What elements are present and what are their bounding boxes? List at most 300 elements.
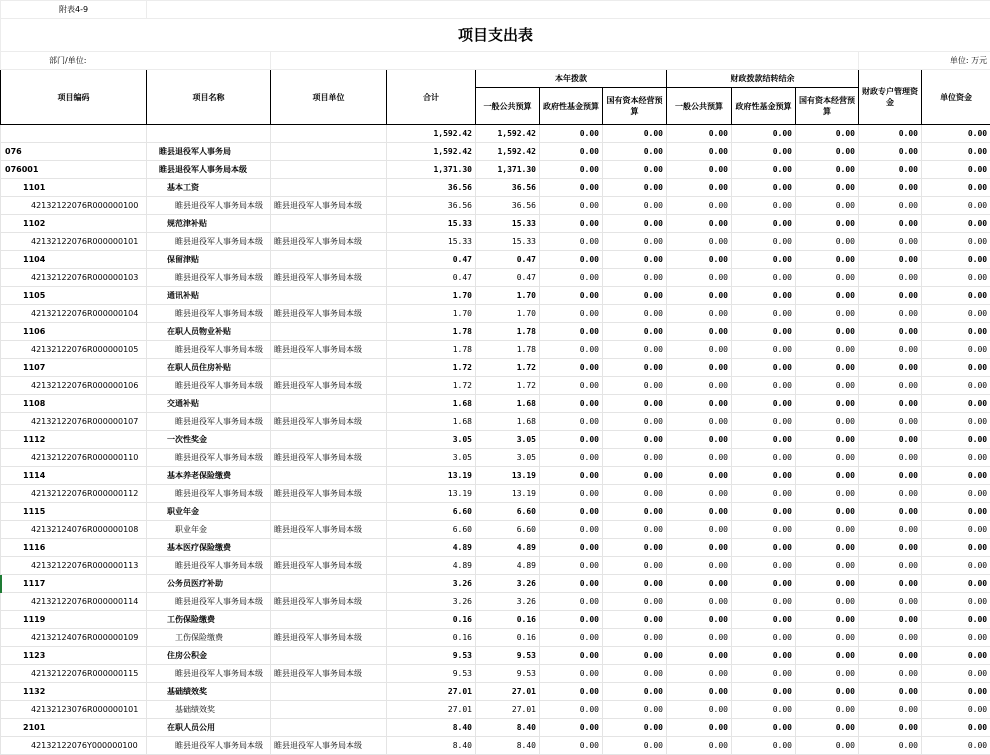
- cell-zero[interactable]: 0.00: [540, 413, 603, 431]
- cell-general[interactable]: 3.26: [476, 575, 540, 593]
- cell-general[interactable]: 27.01: [476, 683, 540, 701]
- cell-zero[interactable]: 0.00: [732, 557, 796, 575]
- cell-zero[interactable]: 0.00: [859, 323, 922, 341]
- cell-zero[interactable]: 0.00: [540, 305, 603, 323]
- cell-zero[interactable]: 0.00: [667, 197, 732, 215]
- cell-zero[interactable]: 0.00: [667, 503, 732, 521]
- cell-code[interactable]: [1, 125, 147, 143]
- cell-zero[interactable]: 0.00: [732, 683, 796, 701]
- cell-unit[interactable]: 睢县退役军人事务局本级: [271, 521, 387, 539]
- table-row[interactable]: [1, 449, 990, 467]
- cell-name[interactable]: 睢县退役军人事务局本级: [147, 161, 271, 179]
- table-row[interactable]: [1, 647, 990, 665]
- cell-zero[interactable]: 0.00: [732, 143, 796, 161]
- header-sub[interactable]: 国有资本经营预算: [796, 88, 859, 125]
- cell-zero[interactable]: 0.00: [796, 215, 859, 233]
- cell-zero[interactable]: 0.00: [667, 413, 732, 431]
- cell-zero[interactable]: 0.00: [540, 503, 603, 521]
- cell-code[interactable]: 42132122076R000000100: [1, 197, 147, 215]
- cell-zero[interactable]: 0.00: [667, 341, 732, 359]
- cell-total[interactable]: 3.05: [387, 431, 476, 449]
- cell-general[interactable]: 3.05: [476, 449, 540, 467]
- cell-zero[interactable]: 0.00: [922, 629, 990, 647]
- cell-code[interactable]: 2101: [1, 719, 147, 737]
- table-row[interactable]: [1, 377, 990, 395]
- cell-zero[interactable]: 0.00: [732, 341, 796, 359]
- cell-zero[interactable]: 0.00: [540, 395, 603, 413]
- cell-name[interactable]: 睢县退役军人事务局本级: [147, 557, 271, 575]
- cell-unit[interactable]: 睢县退役军人事务局本级: [271, 341, 387, 359]
- cell-zero[interactable]: 0.00: [922, 521, 990, 539]
- cell-zero[interactable]: 0.00: [859, 629, 922, 647]
- cell-zero[interactable]: 0.00: [603, 215, 667, 233]
- table-row[interactable]: [1, 593, 990, 611]
- cell-general[interactable]: 0.16: [476, 611, 540, 629]
- cell-zero[interactable]: 0.00: [540, 431, 603, 449]
- cell-zero[interactable]: 0.00: [922, 611, 990, 629]
- cell-unit[interactable]: 睢县退役军人事务局本级: [271, 629, 387, 647]
- cell-zero[interactable]: 0.00: [796, 611, 859, 629]
- cell-code[interactable]: 1104: [1, 251, 147, 269]
- cell-zero[interactable]: 0.00: [859, 449, 922, 467]
- cell-code[interactable]: 42132122076R000000105: [1, 341, 147, 359]
- cell-unit[interactable]: [271, 359, 387, 377]
- cell-total[interactable]: 4.89: [387, 557, 476, 575]
- cell-zero[interactable]: 0.00: [732, 593, 796, 611]
- cell-total[interactable]: 36.56: [387, 197, 476, 215]
- cell-zero[interactable]: 0.00: [796, 683, 859, 701]
- cell-general[interactable]: 0.47: [476, 269, 540, 287]
- cell-total[interactable]: 3.26: [387, 575, 476, 593]
- cell-code[interactable]: 1117: [1, 575, 147, 593]
- cell-unit[interactable]: 睢县退役军人事务局本级: [271, 665, 387, 683]
- cell-zero[interactable]: 0.00: [732, 449, 796, 467]
- cell-general[interactable]: 15.33: [476, 233, 540, 251]
- cell-unit[interactable]: [271, 701, 387, 719]
- cell-unit[interactable]: [271, 647, 387, 665]
- cell-zero[interactable]: 0.00: [859, 395, 922, 413]
- table-row[interactable]: [1, 701, 990, 719]
- cell-zero[interactable]: 0.00: [922, 323, 990, 341]
- cell-zero[interactable]: 0.00: [667, 629, 732, 647]
- cell-zero[interactable]: 0.00: [732, 503, 796, 521]
- cell-unit[interactable]: [271, 539, 387, 557]
- cell-zero[interactable]: 0.00: [922, 575, 990, 593]
- cell-name[interactable]: 在职人员公用: [147, 719, 271, 737]
- cell-zero[interactable]: 0.00: [732, 161, 796, 179]
- cell-zero[interactable]: 0.00: [540, 719, 603, 737]
- cell-zero[interactable]: 0.00: [732, 323, 796, 341]
- cell-zero[interactable]: 0.00: [859, 431, 922, 449]
- cell-zero[interactable]: 0.00: [922, 449, 990, 467]
- table-row[interactable]: [1, 521, 990, 539]
- cell-zero[interactable]: 0.00: [667, 485, 732, 503]
- cell-total[interactable]: 1,592.42: [387, 125, 476, 143]
- cell-zero[interactable]: 0.00: [732, 431, 796, 449]
- cell-unit[interactable]: [271, 125, 387, 143]
- cell-code[interactable]: 42132122076R000000106: [1, 377, 147, 395]
- cell-code[interactable]: 1107: [1, 359, 147, 377]
- cell-unit[interactable]: 睢县退役军人事务局本级: [271, 593, 387, 611]
- cell-zero[interactable]: 0.00: [796, 557, 859, 575]
- cell-zero[interactable]: 0.00: [667, 143, 732, 161]
- header-special-fund[interactable]: 财政专户管理资金: [859, 70, 922, 125]
- cell-zero[interactable]: 0.00: [796, 251, 859, 269]
- cell-zero[interactable]: 0.00: [859, 161, 922, 179]
- cell-zero[interactable]: 0.00: [603, 305, 667, 323]
- table-row[interactable]: [1, 143, 990, 161]
- table-row[interactable]: [1, 251, 990, 269]
- cell-name[interactable]: 基本工资: [147, 179, 271, 197]
- cell-general[interactable]: 1.72: [476, 377, 540, 395]
- cell-zero[interactable]: 0.00: [667, 449, 732, 467]
- table-title[interactable]: 项目支出表: [1, 19, 990, 52]
- table-row[interactable]: [1, 503, 990, 521]
- cell-zero[interactable]: 0.00: [796, 719, 859, 737]
- cell-zero[interactable]: 0.00: [603, 161, 667, 179]
- cell-zero[interactable]: 0.00: [859, 125, 922, 143]
- cell-general[interactable]: 27.01: [476, 701, 540, 719]
- cell-zero[interactable]: 0.00: [603, 431, 667, 449]
- cell-total[interactable]: 8.40: [387, 719, 476, 737]
- cell-zero[interactable]: 0.00: [540, 341, 603, 359]
- cell-zero[interactable]: 0.00: [732, 179, 796, 197]
- cell-zero[interactable]: 0.00: [732, 305, 796, 323]
- cell-general[interactable]: 1.72: [476, 359, 540, 377]
- cell-zero[interactable]: 0.00: [667, 233, 732, 251]
- header-total[interactable]: 合计: [387, 70, 476, 125]
- cell-code[interactable]: 1106: [1, 323, 147, 341]
- cell-zero[interactable]: 0.00: [922, 377, 990, 395]
- header-name[interactable]: 项目名称: [147, 70, 271, 125]
- cell-zero[interactable]: 0.00: [922, 215, 990, 233]
- cell-total[interactable]: 27.01: [387, 701, 476, 719]
- cell-zero[interactable]: 0.00: [859, 737, 922, 755]
- cell-zero[interactable]: 0.00: [859, 683, 922, 701]
- cell-code[interactable]: 42132124076R000000108: [1, 521, 147, 539]
- header-unit[interactable]: 项目单位: [271, 70, 387, 125]
- cell-zero[interactable]: 0.00: [540, 359, 603, 377]
- cell-code[interactable]: 1115: [1, 503, 147, 521]
- cell-code[interactable]: 42132122076R000000110: [1, 449, 147, 467]
- cell-unit[interactable]: [271, 431, 387, 449]
- cell-code[interactable]: 076: [1, 143, 147, 161]
- table-row[interactable]: [1, 305, 990, 323]
- cell-total[interactable]: 1,371.30: [387, 161, 476, 179]
- table-row[interactable]: [1, 323, 990, 341]
- cell-zero[interactable]: 0.00: [796, 701, 859, 719]
- header-sub[interactable]: 政府性基金预算: [540, 88, 603, 125]
- cell-zero[interactable]: 0.00: [667, 251, 732, 269]
- cell-general[interactable]: 13.19: [476, 467, 540, 485]
- cell-zero[interactable]: 0.00: [540, 197, 603, 215]
- table-row[interactable]: [1, 665, 990, 683]
- cell-code[interactable]: 42132122076R000000107: [1, 413, 147, 431]
- cell-zero[interactable]: 0.00: [732, 233, 796, 251]
- cell-zero[interactable]: 0.00: [732, 215, 796, 233]
- cell-zero[interactable]: 0.00: [859, 503, 922, 521]
- cell-zero[interactable]: 0.00: [922, 305, 990, 323]
- cell-zero[interactable]: 0.00: [603, 323, 667, 341]
- cell-zero[interactable]: 0.00: [603, 521, 667, 539]
- cell-code[interactable]: 42132122076Y000000100: [1, 737, 147, 755]
- cell-name[interactable]: 睢县退役军人事务局: [147, 143, 271, 161]
- cell-general[interactable]: 1,371.30: [476, 161, 540, 179]
- cell-zero[interactable]: 0.00: [667, 179, 732, 197]
- cell-zero[interactable]: 0.00: [667, 287, 732, 305]
- cell-zero[interactable]: 0.00: [859, 341, 922, 359]
- cell-zero[interactable]: 0.00: [922, 503, 990, 521]
- cell-general[interactable]: 9.53: [476, 665, 540, 683]
- header-sub[interactable]: 一般公共预算: [667, 88, 732, 125]
- cell-total[interactable]: 36.56: [387, 179, 476, 197]
- cell-unit[interactable]: [271, 575, 387, 593]
- cell-name[interactable]: 睢县退役军人事务局本级: [147, 341, 271, 359]
- cell-name[interactable]: 睢县退役军人事务局本级: [147, 593, 271, 611]
- cell-zero[interactable]: 0.00: [540, 557, 603, 575]
- cell-zero[interactable]: 0.00: [796, 485, 859, 503]
- cell-code[interactable]: 42132122076R000000114: [1, 593, 147, 611]
- table-row[interactable]: [1, 575, 990, 593]
- cell-zero[interactable]: 0.00: [922, 233, 990, 251]
- cell-code[interactable]: 076001: [1, 161, 147, 179]
- cell-unit[interactable]: [271, 143, 387, 161]
- cell-unit[interactable]: [271, 161, 387, 179]
- cell-zero[interactable]: 0.00: [667, 395, 732, 413]
- cell-name[interactable]: 一次性奖金: [147, 431, 271, 449]
- cell-zero[interactable]: 0.00: [603, 665, 667, 683]
- cell-zero[interactable]: 0.00: [796, 233, 859, 251]
- cell-code[interactable]: 1114: [1, 467, 147, 485]
- cell-zero[interactable]: 0.00: [859, 179, 922, 197]
- cell-total[interactable]: 9.53: [387, 647, 476, 665]
- header-code[interactable]: 项目编码: [1, 70, 147, 125]
- cell-unit[interactable]: 睢县退役军人事务局本级: [271, 449, 387, 467]
- cell-total[interactable]: 0.16: [387, 611, 476, 629]
- cell-zero[interactable]: 0.00: [540, 269, 603, 287]
- cell-unit[interactable]: [271, 683, 387, 701]
- table-row[interactable]: [1, 269, 990, 287]
- cell-unit[interactable]: 睢县退役军人事务局本级: [271, 485, 387, 503]
- cell-zero[interactable]: 0.00: [922, 557, 990, 575]
- cell-zero[interactable]: 0.00: [603, 287, 667, 305]
- cell-unit[interactable]: [271, 395, 387, 413]
- cell-code[interactable]: 42132122076R000000115: [1, 665, 147, 683]
- cell-zero[interactable]: 0.00: [603, 647, 667, 665]
- table-row[interactable]: [1, 611, 990, 629]
- cell-zero[interactable]: 0.00: [796, 575, 859, 593]
- cell-zero[interactable]: 0.00: [859, 143, 922, 161]
- cell-zero[interactable]: 0.00: [859, 233, 922, 251]
- cell-total[interactable]: 0.47: [387, 251, 476, 269]
- cell-zero[interactable]: 0.00: [796, 647, 859, 665]
- cell-zero[interactable]: 0.00: [603, 125, 667, 143]
- cell-zero[interactable]: 0.00: [922, 251, 990, 269]
- cell-zero[interactable]: 0.00: [732, 125, 796, 143]
- table-row[interactable]: [1, 413, 990, 431]
- table-row[interactable]: [1, 467, 990, 485]
- header-sub[interactable]: 政府性基金预算: [732, 88, 796, 125]
- cell-zero[interactable]: 0.00: [796, 431, 859, 449]
- cell-zero[interactable]: 0.00: [603, 701, 667, 719]
- cell-zero[interactable]: 0.00: [667, 539, 732, 557]
- cell-zero[interactable]: 0.00: [859, 539, 922, 557]
- cell-zero[interactable]: 0.00: [732, 665, 796, 683]
- cell-unit[interactable]: [271, 215, 387, 233]
- cell-zero[interactable]: 0.00: [540, 125, 603, 143]
- cell-zero[interactable]: 0.00: [796, 341, 859, 359]
- cell-name[interactable]: 睢县退役军人事务局本级: [147, 665, 271, 683]
- cell-unit[interactable]: 睢县退役军人事务局本级: [271, 197, 387, 215]
- table-row[interactable]: [1, 125, 990, 143]
- cell-zero[interactable]: 0.00: [922, 395, 990, 413]
- cell-zero[interactable]: 0.00: [732, 647, 796, 665]
- cell-zero[interactable]: 0.00: [667, 557, 732, 575]
- cell-total[interactable]: 3.26: [387, 593, 476, 611]
- cell-zero[interactable]: 0.00: [667, 161, 732, 179]
- cell-zero[interactable]: 0.00: [603, 233, 667, 251]
- cell-zero[interactable]: 0.00: [540, 665, 603, 683]
- cell-zero[interactable]: 0.00: [922, 161, 990, 179]
- cell-general[interactable]: 36.56: [476, 179, 540, 197]
- cell-zero[interactable]: 0.00: [603, 251, 667, 269]
- cell-code[interactable]: 42132122076R000000101: [1, 233, 147, 251]
- cell-code[interactable]: 1102: [1, 215, 147, 233]
- header-sub[interactable]: 国有资本经营预算: [603, 88, 667, 125]
- table-row[interactable]: [1, 359, 990, 377]
- cell-zero[interactable]: 0.00: [540, 233, 603, 251]
- cell-zero[interactable]: 0.00: [603, 611, 667, 629]
- cell-zero[interactable]: 0.00: [667, 521, 732, 539]
- cell-zero[interactable]: 0.00: [796, 287, 859, 305]
- cell-zero[interactable]: 0.00: [859, 269, 922, 287]
- cell-name[interactable]: 睢县退役军人事务局本级: [147, 305, 271, 323]
- cell-zero[interactable]: 0.00: [603, 539, 667, 557]
- cell-zero[interactable]: 0.00: [796, 197, 859, 215]
- cell-zero[interactable]: 0.00: [603, 575, 667, 593]
- cell-zero[interactable]: 0.00: [859, 215, 922, 233]
- cell-zero[interactable]: 0.00: [796, 593, 859, 611]
- cell-total[interactable]: 1.70: [387, 287, 476, 305]
- cell-code[interactable]: 1108: [1, 395, 147, 413]
- cell-total[interactable]: 15.33: [387, 215, 476, 233]
- cell-zero[interactable]: 0.00: [603, 503, 667, 521]
- cell-zero[interactable]: 0.00: [796, 395, 859, 413]
- table-row[interactable]: [1, 431, 990, 449]
- cell-zero[interactable]: 0.00: [732, 719, 796, 737]
- cell-zero[interactable]: 0.00: [922, 179, 990, 197]
- cell-zero[interactable]: 0.00: [540, 701, 603, 719]
- cell-general[interactable]: 1.68: [476, 395, 540, 413]
- cell-zero[interactable]: 0.00: [540, 521, 603, 539]
- dept-label[interactable]: 部门/单位:: [1, 52, 271, 70]
- cell-zero[interactable]: 0.00: [540, 449, 603, 467]
- cell-zero[interactable]: 0.00: [603, 359, 667, 377]
- cell-total[interactable]: 1.70: [387, 305, 476, 323]
- cell-zero[interactable]: 0.00: [732, 485, 796, 503]
- cell-general[interactable]: 1.78: [476, 323, 540, 341]
- cell-zero[interactable]: 0.00: [859, 305, 922, 323]
- cell-zero[interactable]: 0.00: [732, 377, 796, 395]
- cell-code[interactable]: 42132122076R000000104: [1, 305, 147, 323]
- cell-zero[interactable]: 0.00: [922, 539, 990, 557]
- cell-zero[interactable]: 0.00: [603, 377, 667, 395]
- cell-name[interactable]: [147, 125, 271, 143]
- cell-unit[interactable]: 睢县退役军人事务局本级: [271, 377, 387, 395]
- cell-total[interactable]: 8.40: [387, 737, 476, 755]
- cell-name[interactable]: 基本养老保险缴费: [147, 467, 271, 485]
- cell-zero[interactable]: 0.00: [732, 359, 796, 377]
- cell-name[interactable]: 在职人员住房补贴: [147, 359, 271, 377]
- cell-general[interactable]: 8.40: [476, 737, 540, 755]
- cell-zero[interactable]: 0.00: [922, 647, 990, 665]
- cell-zero[interactable]: 0.00: [796, 737, 859, 755]
- cell-zero[interactable]: 0.00: [667, 647, 732, 665]
- cell-zero[interactable]: 0.00: [667, 683, 732, 701]
- cell-code[interactable]: 42132122076R000000113: [1, 557, 147, 575]
- cell-name[interactable]: 在职人员物业补贴: [147, 323, 271, 341]
- table-row[interactable]: [1, 485, 990, 503]
- cell-total[interactable]: 3.05: [387, 449, 476, 467]
- cell-zero[interactable]: 0.00: [732, 701, 796, 719]
- cell-zero[interactable]: 0.00: [859, 719, 922, 737]
- cell-zero[interactable]: 0.00: [732, 197, 796, 215]
- cell-zero[interactable]: 0.00: [859, 485, 922, 503]
- cell-zero[interactable]: 0.00: [603, 557, 667, 575]
- cell-zero[interactable]: 0.00: [796, 413, 859, 431]
- cell-code[interactable]: 42132122076R000000103: [1, 269, 147, 287]
- cell-zero[interactable]: 0.00: [603, 179, 667, 197]
- cell-name[interactable]: 睢县退役军人事务局本级: [147, 485, 271, 503]
- cell-name[interactable]: 睢县退役军人事务局本级: [147, 413, 271, 431]
- cell-unit[interactable]: [271, 179, 387, 197]
- cell-zero[interactable]: 0.00: [859, 557, 922, 575]
- cell-unit[interactable]: 睢县退役军人事务局本级: [271, 305, 387, 323]
- cell-unit[interactable]: [271, 467, 387, 485]
- cell-general[interactable]: 1.68: [476, 413, 540, 431]
- cell-general[interactable]: 0.16: [476, 629, 540, 647]
- cell-total[interactable]: 1.68: [387, 413, 476, 431]
- cell-unit[interactable]: 睢县退役军人事务局本级: [271, 737, 387, 755]
- cell-zero[interactable]: 0.00: [540, 485, 603, 503]
- cell-zero[interactable]: 0.00: [796, 449, 859, 467]
- cell-zero[interactable]: 0.00: [603, 269, 667, 287]
- cell-zero[interactable]: 0.00: [603, 719, 667, 737]
- cell-zero[interactable]: 0.00: [859, 611, 922, 629]
- cell-unit[interactable]: [271, 251, 387, 269]
- cell-zero[interactable]: 0.00: [540, 467, 603, 485]
- cell-unit[interactable]: [271, 719, 387, 737]
- cell-code[interactable]: 1116: [1, 539, 147, 557]
- cell-zero[interactable]: 0.00: [796, 665, 859, 683]
- cell-general[interactable]: 8.40: [476, 719, 540, 737]
- cell-general[interactable]: 6.60: [476, 503, 540, 521]
- cell-zero[interactable]: 0.00: [667, 269, 732, 287]
- cell-zero[interactable]: 0.00: [859, 287, 922, 305]
- cell-zero[interactable]: 0.00: [859, 665, 922, 683]
- cell-zero[interactable]: 0.00: [922, 431, 990, 449]
- cell-code[interactable]: 42132122076R000000112: [1, 485, 147, 503]
- cell-zero[interactable]: 0.00: [796, 179, 859, 197]
- cell-zero[interactable]: 0.00: [922, 269, 990, 287]
- cell-zero[interactable]: 0.00: [540, 251, 603, 269]
- table-row[interactable]: [1, 179, 990, 197]
- cell-total[interactable]: 4.89: [387, 539, 476, 557]
- cell-total[interactable]: 1.72: [387, 359, 476, 377]
- cell-code[interactable]: 1119: [1, 611, 147, 629]
- cell-name[interactable]: 通讯补贴: [147, 287, 271, 305]
- cell-zero[interactable]: 0.00: [796, 269, 859, 287]
